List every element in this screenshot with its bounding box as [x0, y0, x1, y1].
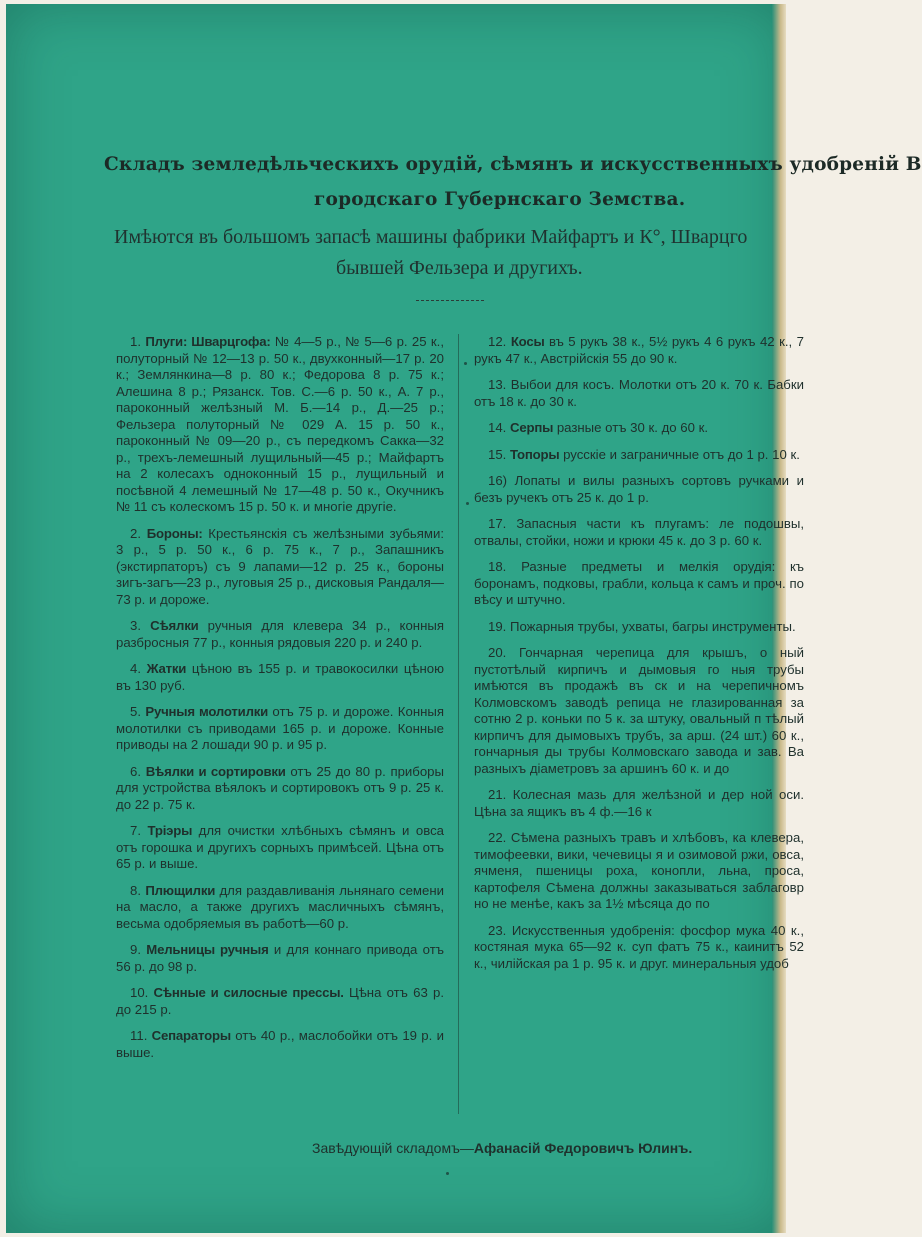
item-text: Выбои для косъ. Молотки отъ 20 к. 70 к. Бабки отъ 18 к. до 30 к. [474, 377, 804, 409]
item-text: Разные предметы и мелкія орудія: къ боронамъ, подковы, грабли, кольца к самъ и проч. по вѣсу и штучно. [474, 559, 805, 607]
heading-subtitle [114, 226, 804, 280]
item-keyword: Мельницы ручныя [146, 942, 269, 957]
left-column [116, 334, 444, 1071]
item-text: разные отъ 30 к. до 60 к. [553, 420, 709, 435]
item-number: 14. [488, 420, 510, 435]
footer-name: Афанасій Федоровичъ Юлинъ. [473, 1140, 693, 1156]
item-keyword: Ручныя молотилки [145, 704, 269, 719]
list-item [116, 823, 444, 873]
heading-subtitle-line2: бывшей Фельзера и другихъ. [336, 257, 583, 279]
item-text: Цѣна отъ 63 р. до 215 р. [116, 985, 444, 1017]
footer-prefix: Завѣдующій складомъ— [312, 1140, 474, 1156]
item-keyword: Вѣялки и сортировки [145, 763, 286, 779]
ink-speck [464, 362, 467, 365]
item-text: отъ 25 до 80 р. приборы для устройства вѣялокъ и сортировокъ отъ 9 р. 25 к. до 22 р. 75 к. [116, 763, 444, 812]
item-number: 15. [488, 446, 510, 462]
item-number: 11. [130, 1028, 152, 1043]
list-item [474, 516, 804, 549]
list-item [116, 942, 444, 975]
item-number: 2. [130, 525, 147, 541]
item-text: Пожарныя трубы, ухваты, багры инструменты. [510, 618, 796, 634]
item-text: и для коннаго привода отъ 56 р. до 98 р. [116, 942, 444, 974]
ink-speck [466, 502, 469, 505]
item-keyword: Сепараторы [151, 1028, 231, 1043]
item-keyword: Плющилки [145, 882, 216, 898]
right-column [474, 334, 805, 982]
item-number: 7. [130, 823, 148, 838]
item-text: ручныя для клевера 34 р., конныя разбросныя 77 р., конныя рядовыя 220 р. и 240 р. [116, 618, 444, 650]
item-text: цѣною въ 155 р. и травокосилки цѣною въ 130 руб. [116, 661, 444, 693]
heading-subtitle-line1: Имѣются въ большомъ запасѣ машины фабрики Майфартъ и К°, Шварцго [114, 226, 748, 248]
list-item [474, 559, 804, 609]
item-number: 13. [488, 377, 511, 392]
item-keyword: Сѣнные и силосные прессы. [153, 985, 344, 1000]
item-keyword: Косы [510, 334, 545, 349]
item-number: 5. [130, 704, 146, 719]
list-item [474, 923, 804, 973]
item-text: Искусственныя удобренія: фосфор мука 40 к., костяная мука 65—92 к. суп фатъ 75 к., каинитъ 52 к., чилійская ра 1 р. 95 к. и друг. минеральныя удоб [474, 922, 804, 971]
item-text: для очистки хлѣбныхъ сѣмянъ и овса отъ горошка и другихъ сорныхъ примѣсей. Цѣна отъ 65 р. и выше. [116, 823, 444, 871]
item-text: Сѣмена разныхъ травъ и хлѣбовъ, ка клевера, тимофеевки, вики, чечевицы я и озимовой ржи, овса, ячменя, пшеницы роха, конопли, льна, проса, картофеля Сѣмена должны заказываться заблаговр но не менѣе, какъ за 1½ мѣсяца до по [474, 830, 804, 911]
item-number: 3. [130, 618, 151, 633]
item-text: въ 5 рукъ 38 к., 5½ рукъ 4 6 рукъ 42 к., 7 рукъ 47 к., Австрійскія 55 до 90 к. [474, 334, 804, 366]
item-number: 8. [130, 882, 146, 898]
item-number: 19. [488, 618, 510, 634]
list-item [474, 830, 804, 913]
list-item [116, 618, 444, 651]
item-number: 23. [488, 922, 512, 938]
item-number: 21. [488, 787, 513, 802]
item-number: 17. [488, 516, 517, 531]
list-item [474, 420, 804, 437]
document-page [6, 4, 922, 1233]
item-text: Крестьянскія съ желѣзными зубьями: 3 р., 5 р. 50 к., 6 р. 75 к., 7 р., Запашникъ (экстирпаторъ) съ 9 лапами—12 р. 25 к., бороны зигъ-загъ—23 р., луговыя 25 р., дисковыя Рандаля—73 р. и дороже. [116, 525, 444, 607]
item-number: 18. [488, 559, 522, 574]
item-text: Гончарная черепица для крышъ, о ный пустотѣлый кирпичъ и дымовыя го ныя трубы имѣются въ продажѣ въ ск и на черепичномъ Колмовскомъ заводѣ репица не глазированная за сотню 2 р. коньки по 5 к. за штуку, овальный п тѣлый кирпичъ для дымовыхъ трубъ, за арш. (24 шт.) 60 к., гончарныя ды трубы Колмовскаго завода и зав. Ва разныхъ діаметровъ за аршинъ 60 к. и до [474, 645, 804, 776]
ink-speck [446, 1172, 449, 1175]
item-keyword: Серпы [510, 420, 554, 435]
list-item [116, 985, 444, 1018]
list-item [116, 334, 444, 516]
list-item [474, 377, 804, 410]
item-text: отъ 40 р., маслобойки отъ 19 р. и выше. [116, 1028, 444, 1060]
item-number: 10. [130, 985, 154, 1000]
item-number: 4. [130, 661, 147, 676]
footer-signature [312, 1140, 692, 1156]
list-item [116, 883, 444, 933]
list-item [474, 619, 804, 636]
list-item [116, 661, 444, 694]
item-text: Лопаты и вилы разныхъ сортовъ ручками и безъ ручекъ отъ 25 к. до 1 р. [474, 473, 804, 505]
list-item [474, 334, 804, 367]
item-text: отъ 75 р. и дороже. Конныя молотилки съ приводами 165 р. и дороже. Конные приводы на 2 лошади 90 р. и 95 р. [116, 704, 444, 752]
item-keyword: Жатки [146, 661, 187, 676]
list-item [116, 704, 444, 754]
list-item [116, 764, 444, 814]
item-number: 12. [488, 334, 511, 349]
heading-title [104, 154, 922, 210]
item-number: 20. [488, 645, 520, 660]
item-number: 9. [130, 942, 147, 957]
item-number: 22. [488, 830, 511, 845]
item-text: Запасныя части къ плугамъ: ле подошвы, отвалы, стойки, ножи и крюки 45 к. до 3 р. 60 к. [474, 516, 804, 548]
item-text: для раздавливанія льнянаго семени на масло, а также другихъ масличныхъ сѣмянъ, весьма одобряемыя въ работѣ—60 р. [116, 882, 444, 931]
heading-title-line1: Складъ земледѣльческихъ орудій, сѣмянъ и искусственныхъ удобреній В [104, 154, 922, 175]
item-text: русскіе и заграничные отъ до 1 р. 10 к. [559, 446, 800, 462]
list-item [474, 787, 804, 820]
item-number: 6. [130, 763, 146, 779]
item-keyword: Плуги: Шварцгофа: [145, 334, 271, 349]
item-text: Колесная мазь для желѣзной и дер ной оси. Цѣна за ящикъ въ 4 ф.—16 к [474, 787, 804, 819]
list-item [474, 447, 804, 464]
item-keyword: Топоры [510, 446, 560, 462]
decorative-rule [416, 300, 484, 305]
list-item [116, 1028, 444, 1061]
list-item [474, 645, 804, 777]
list-item [116, 526, 444, 609]
item-number: 16) [488, 473, 515, 488]
item-text: № 4—5 р., № 5—6 р. 25 к., полуторный № 12—13 р. 50 к., двухконный—17 р. 20 к.; Землянкина—8 р. 80 к.; Федорова 8 р. 75 к.; Алешина 8 р.; Рязанск. Тов. С.—6 р. 50 к., А. 7 р., пароконный желѣзный М. Б.—14 р., Д.—25 р.; Фельзера полуторный № 029 А. 15 р. 50 к., пароконный № 09—20 р., съ передкомъ Сакка—32 р., трехъ-лемешный лущильный—45 р.; Майфартъ на 2 колесахъ одноконный 15 р., лущильный и посѣвной 4 лемешный № 17—48 р. 50 к., Окучникъ № 11 съ колескомъ 15 р. 50 к. и многіе другіе. [116, 334, 444, 514]
heading-title-line2: городскаго Губернскаго Земства. [314, 189, 686, 210]
item-keyword: Бороны: [146, 525, 203, 541]
column-separator [458, 334, 459, 1114]
list-item [474, 473, 804, 506]
item-keyword: Тріэры [147, 823, 193, 838]
item-keyword: Сѣялки [150, 618, 199, 633]
item-number: 1. [130, 334, 146, 349]
